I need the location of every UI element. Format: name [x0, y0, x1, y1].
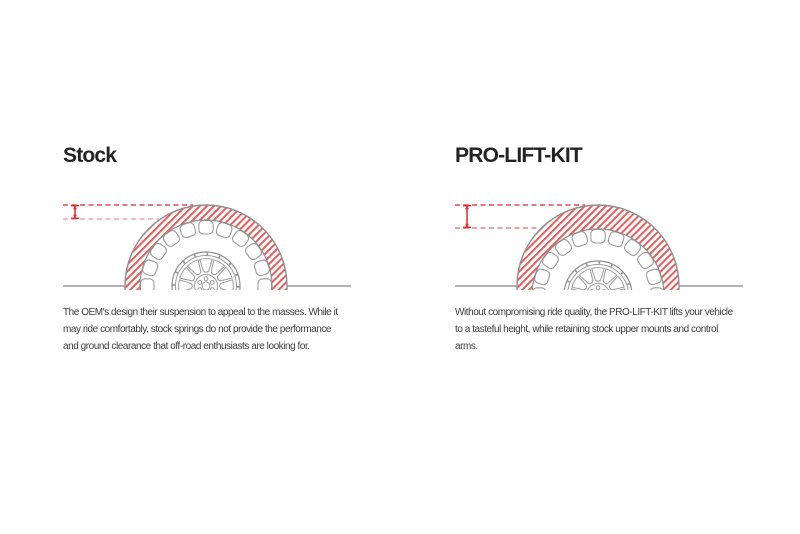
- pro-lift-kit-description: [455, 304, 755, 355]
- description-line: and ground clearance that off-road enthusiasts are looking for.: [63, 341, 310, 352]
- clearance-dimension-marker: [463, 206, 471, 228]
- pro-lift-kit-panel: [455, 144, 755, 352]
- pro-lift-kit-title: PRO-LIFT-KIT: [455, 144, 582, 167]
- clearance-dimension-marker: [71, 206, 79, 219]
- stock-panel: [63, 144, 363, 352]
- description-line: to a tasteful height, while retaining stock upper mounts and control: [455, 324, 718, 335]
- description-line: Without compromising ride quality, the PRO-LIFT-KIT lifts your vehicle: [455, 307, 733, 318]
- description-line: The OEM's design their suspension to appeal to the masses. While it: [63, 307, 338, 318]
- description-line: arms.: [455, 341, 478, 352]
- description-line: may ride comfortably, stock springs do not provide the performance: [63, 324, 332, 335]
- stock-suspension-diagram: [63, 200, 363, 292]
- stock-title: Stock: [63, 144, 117, 167]
- stock-description: [63, 304, 363, 355]
- lifted-suspension-diagram: [455, 200, 755, 292]
